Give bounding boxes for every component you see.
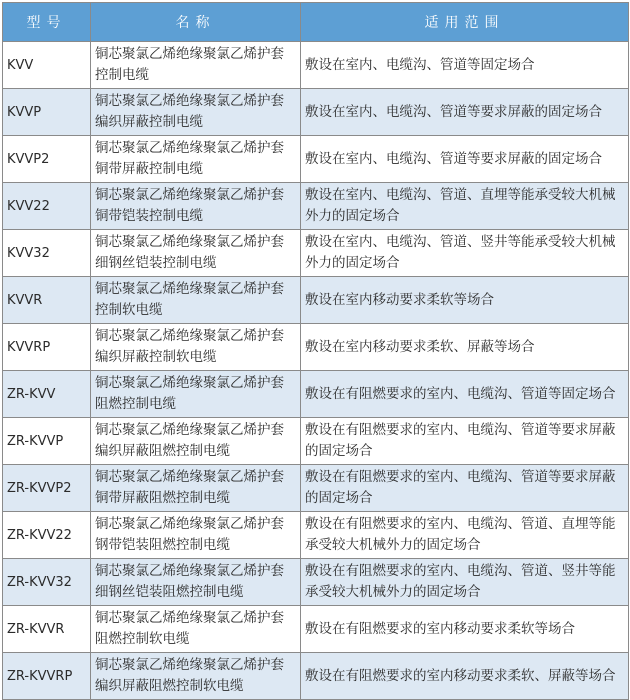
header-model: 型号 [3, 3, 91, 42]
table-header-row [3, 3, 629, 42]
name-cell: 铜芯聚氯乙烯绝缘聚氯乙烯护套控制软电缆 [91, 277, 301, 324]
usage-cell: 敷设在有阻燃要求的室内、电缆沟、管道等固定场合 [301, 371, 629, 418]
usage-cell: 敷设在有阻燃要求的室内、电缆沟、管道等要求屏蔽的固定场合 [301, 418, 629, 465]
name-cell: 铜芯聚氯乙烯绝缘聚氯乙烯护套细钢丝铠装控制电缆 [91, 230, 301, 277]
model-cell: KVVP [3, 89, 91, 136]
table-row [3, 606, 629, 653]
model-cell: KVVR [3, 277, 91, 324]
usage-cell: 敷设在有阻燃要求的室内、电缆沟、管道等要求屏蔽的固定场合 [301, 465, 629, 512]
model-cell: ZR-KVV32 [3, 559, 91, 606]
model-cell: ZR-KVVP [3, 418, 91, 465]
table-row [3, 136, 629, 183]
header-usage: 适用范围 [301, 3, 629, 42]
name-cell: 铜芯聚氯乙烯绝缘聚氯乙烯护套钢带铠装阻燃控制电缆 [91, 512, 301, 559]
model-cell: KVV22 [3, 183, 91, 230]
model-cell: ZR-KVVRP [3, 653, 91, 700]
cable-spec-table [2, 2, 629, 700]
model-cell: KVVP2 [3, 136, 91, 183]
model-cell: ZR-KVV22 [3, 512, 91, 559]
model-cell: ZR-KVVP2 [3, 465, 91, 512]
usage-cell: 敷设在室内移动要求柔软等场合 [301, 277, 629, 324]
name-cell: 铜芯聚氯乙烯绝缘聚氯乙烯护套细钢丝铠装阻燃控制电缆 [91, 559, 301, 606]
table-row [3, 559, 629, 606]
table-row [3, 371, 629, 418]
table-row [3, 183, 629, 230]
name-cell: 铜芯聚氯乙烯绝缘聚氯乙烯护套编织屏蔽控制电缆 [91, 89, 301, 136]
name-cell: 铜芯聚氯乙烯绝缘聚氯乙烯护套铜带屏蔽阻燃控制电缆 [91, 465, 301, 512]
table-row [3, 42, 629, 89]
name-cell: 铜芯聚氯乙烯绝缘聚氯乙烯护套编织屏蔽控制软电缆 [91, 324, 301, 371]
usage-cell: 敷设在室内、电缆沟、管道等固定场合 [301, 42, 629, 89]
header-name: 名称 [91, 3, 301, 42]
name-cell: 铜芯聚氯乙烯绝缘聚氯乙烯护套控制电缆 [91, 42, 301, 89]
model-cell: ZR-KVV [3, 371, 91, 418]
table-row [3, 324, 629, 371]
usage-cell: 敷设在室内、电缆沟、管道、竖井等能承受较大机械外力的固定场合 [301, 230, 629, 277]
cable-spec-table-container [2, 2, 628, 694]
table-row [3, 512, 629, 559]
table-row [3, 418, 629, 465]
model-cell: KVV32 [3, 230, 91, 277]
name-cell: 铜芯聚氯乙烯绝缘聚氯乙烯护套编织屏蔽阻燃控制电缆 [91, 418, 301, 465]
usage-cell: 敷设在有阻燃要求的室内、电缆沟、管道、竖井等能承受较大机械外力的固定场合 [301, 559, 629, 606]
name-cell: 铜芯聚氯乙烯绝缘聚氯乙烯护套阻燃控制电缆 [91, 371, 301, 418]
usage-cell: 敷设在室内、电缆沟、管道等要求屏蔽的固定场合 [301, 136, 629, 183]
usage-cell: 敷设在有阻燃要求的室内、电缆沟、管道、直埋等能承受较大机械外力的固定场合 [301, 512, 629, 559]
model-cell: KVV [3, 42, 91, 89]
name-cell: 铜芯聚氯乙烯绝缘聚氯乙烯护套编织屏蔽阻燃控制软电缆 [91, 653, 301, 700]
name-cell: 铜芯聚氯乙烯绝缘聚氯乙烯护套铜带铠装控制电缆 [91, 183, 301, 230]
model-cell: ZR-KVVR [3, 606, 91, 653]
table-row [3, 277, 629, 324]
usage-cell: 敷设在有阻燃要求的室内移动要求柔软等场合 [301, 606, 629, 653]
table-row [3, 653, 629, 700]
table-row [3, 230, 629, 277]
table-row [3, 89, 629, 136]
usage-cell: 敷设在室内、电缆沟、管道、直埋等能承受较大机械外力的固定场合 [301, 183, 629, 230]
name-cell: 铜芯聚氯乙烯绝缘聚氯乙烯护套铜带屏蔽控制电缆 [91, 136, 301, 183]
table-row [3, 465, 629, 512]
usage-cell: 敷设在有阻燃要求的室内移动要求柔软、屏蔽等场合 [301, 653, 629, 700]
usage-cell: 敷设在室内、电缆沟、管道等要求屏蔽的固定场合 [301, 89, 629, 136]
model-cell: KVVRP [3, 324, 91, 371]
usage-cell: 敷设在室内移动要求柔软、屏蔽等场合 [301, 324, 629, 371]
name-cell: 铜芯聚氯乙烯绝缘聚氯乙烯护套阻燃控制软电缆 [91, 606, 301, 653]
